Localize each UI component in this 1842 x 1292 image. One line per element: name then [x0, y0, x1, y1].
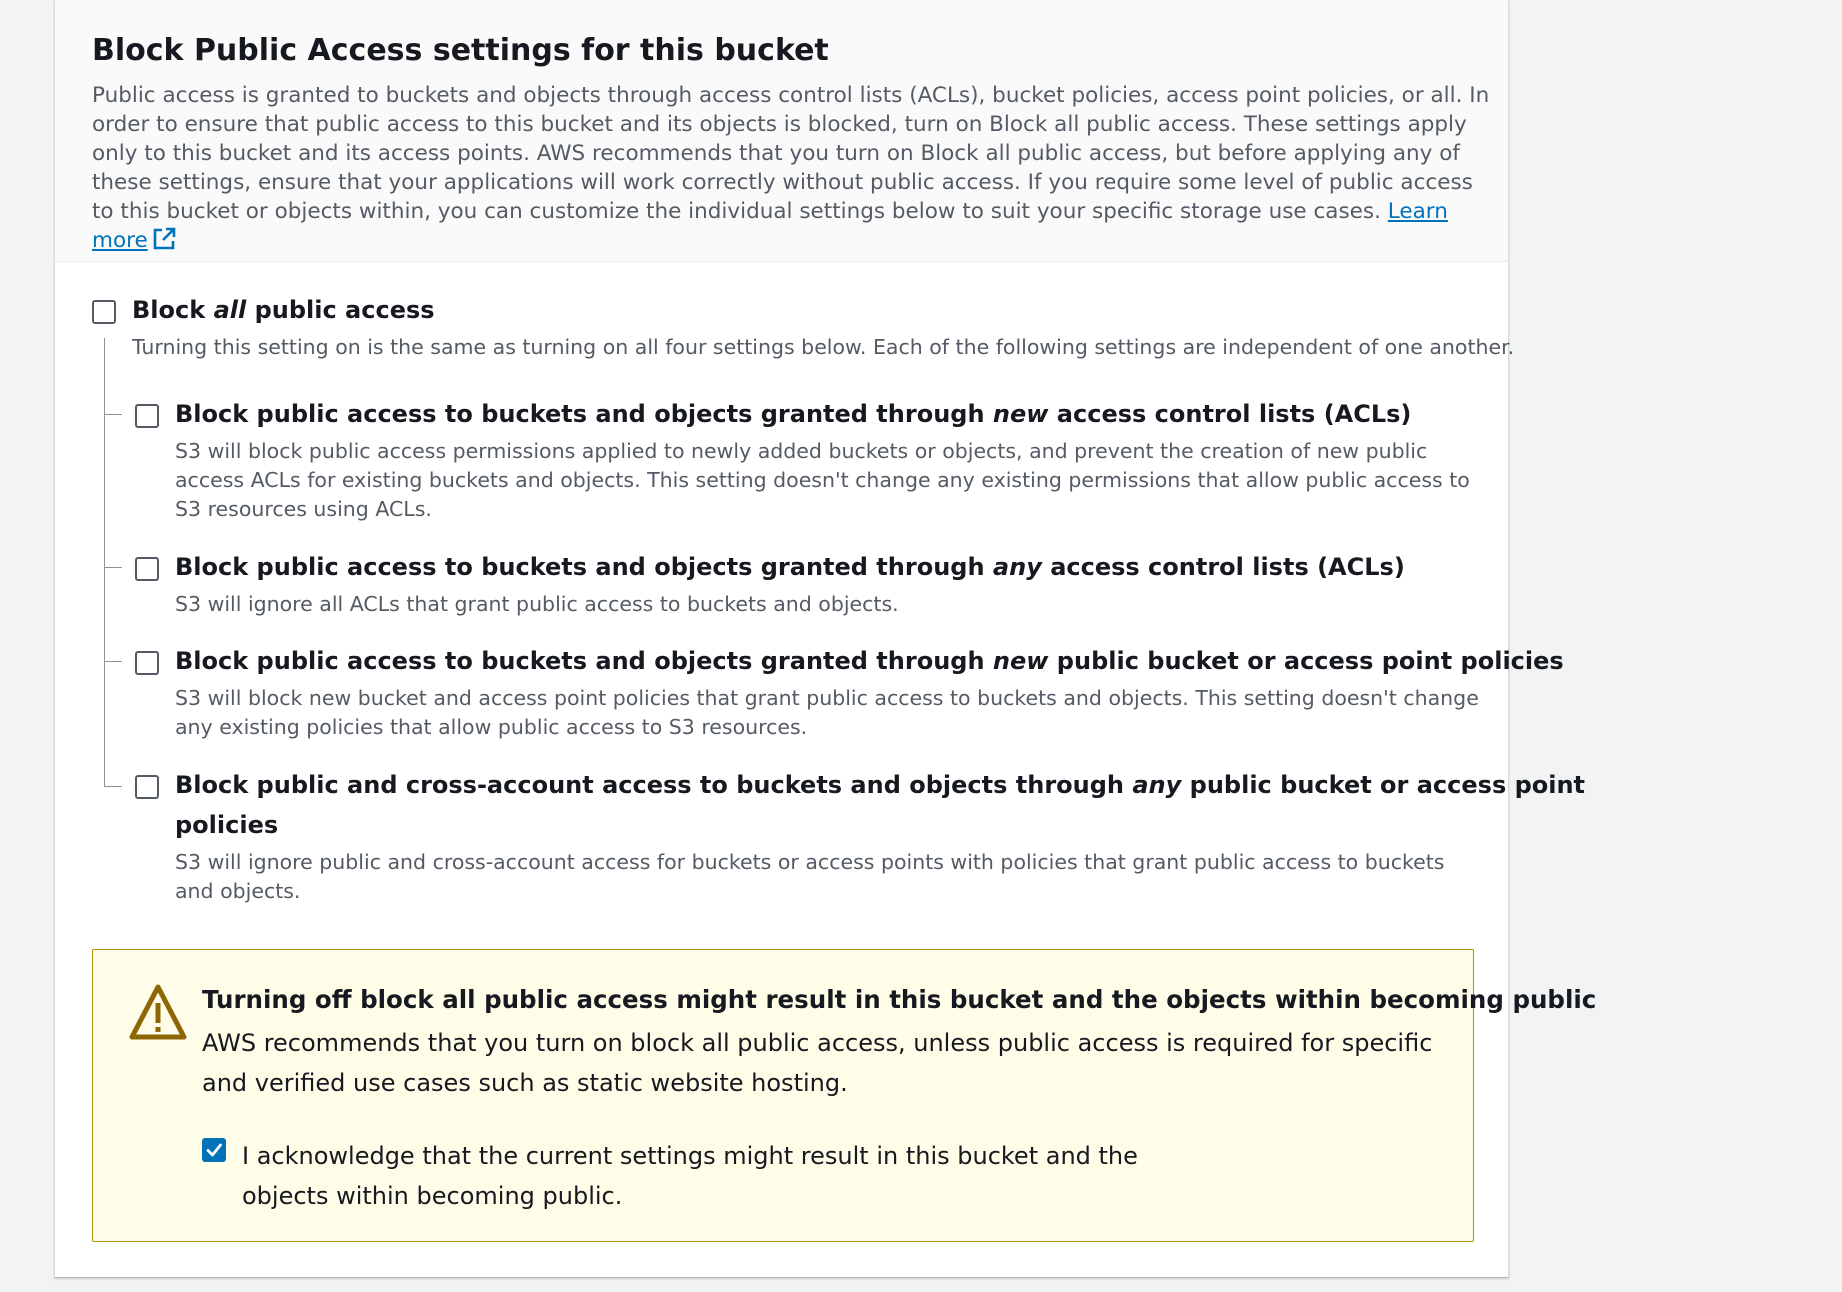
- tree-line-branch: [104, 567, 122, 568]
- external-link-icon: [152, 227, 176, 251]
- block-new-policies-checkbox[interactable]: [135, 651, 159, 675]
- learn-more-link[interactable]: Learn more: [92, 199, 1448, 253]
- section-title: Block Public Access settings for this bucket: [92, 33, 829, 68]
- tree-line-branch: [104, 414, 122, 415]
- block-new-acls-description: S3 will block public access permissions applied to newly added buckets or objects, and prevent the creation of new public access ACLs for existing buckets and objects. This setting doesn't change any existing permissions that allow public access to S3 resources using ACLs.: [175, 439, 1470, 521]
- warning-body: AWS recommends that you turn on block all public access, unless public access is required for specific and verified use cases such as static website hosting.: [202, 1029, 1433, 1097]
- warning-alert: [92, 949, 1597, 1242]
- tree-line-branch: [104, 786, 122, 787]
- block-all-public-access-label: Block all public access: [132, 296, 435, 324]
- block-any-policies-label-line2: policies: [175, 811, 279, 839]
- panel-header: [55, 0, 1508, 262]
- acknowledge-label: I acknowledge that the current settings might result in this bucket and the objects within becoming public.: [242, 1142, 1138, 1210]
- block-any-policies-checkbox[interactable]: [135, 775, 159, 799]
- tree-line-vertical: [104, 338, 105, 786]
- block-any-policies-description: S3 will ignore public and cross-account access for buckets or access points with policies that grant public access to buckets and objects.: [175, 850, 1445, 903]
- block-new-policies-description: S3 will block new bucket and access point policies that grant public access to buckets and objects. This setting doesn't change any existing policies that allow public access to S3 resources.: [175, 686, 1479, 739]
- description-text: Public access is granted to buckets and objects through access control lists (ACLs), bucket policies, access point policies, or all. In order to ensure that public access to this bucket and its objects is blocked, turn on Block all public access. These settings apply only to this bucket and its access points. AWS recommends that you turn on Block all public access, but before applying any of these settings, ensure that your applications will work correctly without public access. If you require some level of public access to this bucket or objects within, you can customize the individual settings below to suit your specific storage use cases.: [92, 83, 1490, 224]
- acknowledge-checkbox[interactable]: [202, 1138, 226, 1162]
- block-all-public-access-checkbox[interactable]: [92, 300, 116, 324]
- block-new-acls-label: Block public access to buckets and objects granted through new access control lists (ACLs): [175, 400, 1412, 428]
- block-any-acls-label: Block public access to buckets and objects granted through any access control lists (ACLs): [175, 553, 1405, 581]
- warning-triangle-icon: [129, 983, 187, 1045]
- section-description: [92, 81, 1492, 255]
- block-any-policies-label: Block public and cross-account access to buckets and objects through any public bucket or access point: [175, 771, 1586, 799]
- warning-title: Turning off block all public access might result in this bucket and the objects within becoming public: [202, 985, 1597, 1014]
- block-new-policies-label: Block public access to buckets and objects granted through new public bucket or access point policies: [175, 647, 1564, 675]
- block-any-acls-description: S3 will ignore all ACLs that grant public access to buckets and objects.: [175, 592, 899, 616]
- checkmark-icon: [205, 1141, 223, 1159]
- tree-line-branch: [104, 661, 122, 662]
- block-new-acls-checkbox[interactable]: [135, 404, 159, 428]
- block-any-acls-checkbox[interactable]: [135, 557, 159, 581]
- block-all-public-access-description: Turning this setting on is the same as turning on all four settings below. Each of the following settings are independent of one another.: [132, 335, 1515, 359]
